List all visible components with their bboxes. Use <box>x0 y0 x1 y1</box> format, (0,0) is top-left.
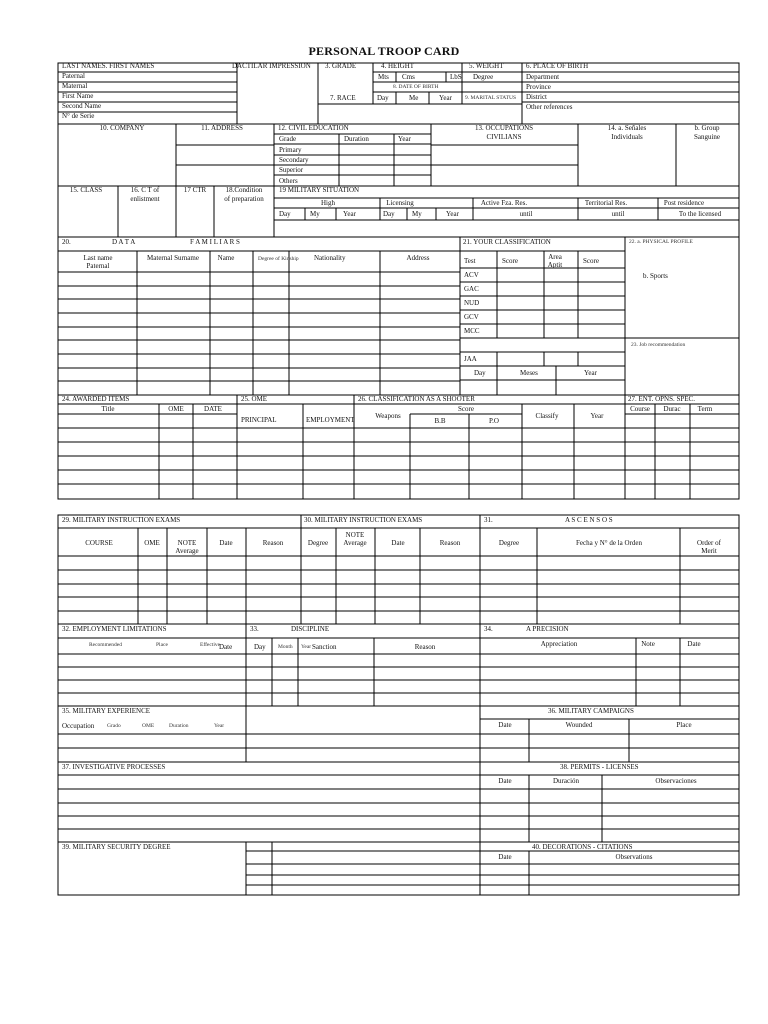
col-last-name: Last name Paternal <box>83 254 113 270</box>
civilians-label: CIVILIANS <box>486 133 522 141</box>
edu-duration-label: Duration <box>344 135 369 143</box>
order-merit-label: Order of Merit <box>697 539 721 555</box>
enlistment-label: enlistment <box>130 195 160 203</box>
exam-note-label: NOTE Average <box>175 539 199 555</box>
dob-day-label: Day <box>377 94 389 102</box>
maternal-label: Maternal <box>62 82 88 90</box>
campaigns-label: 36. MILITARY CAMPAIGNS <box>548 707 634 715</box>
experience-label: 35. MILITARY EXPERIENCE <box>62 707 151 715</box>
shooter-label: 26. CLASSIFICATION AS A SHOOTER <box>358 395 475 403</box>
place-of-birth-label: 6. PLACE OF BIRTH <box>526 62 589 70</box>
high-my-label: My <box>310 210 320 218</box>
familiars-data-label: D A T A <box>112 238 136 246</box>
test-gcv: GCV <box>464 313 479 321</box>
po-label: P.O <box>489 417 499 425</box>
campaign-place-label: Place <box>676 721 692 729</box>
of-preparation-label: of preparation <box>224 195 264 203</box>
decoration-date-label: Date <box>498 853 512 861</box>
high-year-label: Year <box>343 210 356 218</box>
other-refs-label: Other references <box>526 103 573 111</box>
test-mcc: MCC <box>464 327 480 335</box>
occupations-label: 13. OCCUPATIONS <box>474 124 534 132</box>
col-address: Address <box>406 254 430 262</box>
col-maternal: Maternal Surname <box>147 254 199 262</box>
wounded-label: Wounded <box>565 721 593 729</box>
exp-grado-label: Grado <box>107 723 121 729</box>
employment-label: EMPLOYMENT <box>306 416 355 424</box>
department-label: Department <box>526 73 560 81</box>
high-day-label: Day <box>279 210 291 218</box>
names-header: LAST NAMES. FIRST NAMES <box>62 62 155 70</box>
post-residence-label: Post residence <box>663 199 705 207</box>
lic-my-label: My <box>412 210 422 218</box>
jaa-year-label: Year <box>584 369 597 377</box>
height-label: 4. HEIGHT <box>381 62 415 70</box>
limit-date-label: Date <box>219 643 233 651</box>
first-name-label: First Name <box>62 92 94 100</box>
sanguine-label: Sanguine <box>693 133 721 141</box>
fecha-orden-label: Fecha y N° de la Orden <box>576 539 642 547</box>
dob-month-label: Me <box>409 94 419 102</box>
exam-reason-label: Reason <box>262 539 284 547</box>
effective-label: Effective <box>200 642 221 648</box>
exam-ome-label: OME <box>144 539 160 547</box>
second-name-label: Second Name <box>62 102 102 110</box>
edu-primary-label: Primary <box>279 146 302 154</box>
durac-label: Durac <box>663 405 681 413</box>
group-label: b. Group <box>694 124 720 132</box>
campaign-date-label: Date <box>498 721 512 729</box>
weapons-label: Weapons <box>375 412 401 420</box>
awarded-label: 24. AWARDED ITEMS <box>62 395 130 403</box>
classify-label: Classify <box>535 412 559 420</box>
area-aptit-label: Area Aptit <box>547 253 563 269</box>
disc-day-label: Day <box>254 643 266 651</box>
mts-label: Mts <box>378 73 389 81</box>
lic-year-label: Year <box>446 210 459 218</box>
active-label: Active Fza. Res. <box>480 199 528 207</box>
weight-label: 5. WEIGHT <box>469 62 504 70</box>
familiars-label: F A M I L I A R S <box>190 238 240 246</box>
class-label: 15. CLASS <box>69 186 103 194</box>
ct-label: 16. C T of <box>130 186 160 194</box>
duracion-label: Duración <box>552 777 580 785</box>
term-label: Term <box>697 405 713 413</box>
race-label: 7. RACE <box>330 94 356 102</box>
precision-num: 34. <box>484 625 493 633</box>
bb-label: B.B <box>434 417 446 425</box>
test-jaa: JAA <box>464 355 477 363</box>
job-rec-label: 23. Job recommendation <box>631 342 686 348</box>
exp-ome-label: OME <box>142 723 155 729</box>
date-of-birth-label: 8. DATE OF BIRTH <box>393 84 439 90</box>
address-label: 11. ADDRESS <box>201 124 243 132</box>
exams29-label: 29. MILITARY INSTRUCTION EXAMS <box>62 516 181 524</box>
physical-profile-label: 22. a. PHYSICAL PROFILE <box>629 239 693 245</box>
precision-label: A PRECISION <box>526 625 569 633</box>
ascensos-num: 31. <box>484 516 493 524</box>
edu-superior-label: Superior <box>279 166 304 174</box>
individuals-label: Individuals <box>611 133 643 141</box>
civil-education-label: 12. CIVIL EDUCATION <box>278 124 349 132</box>
exam30-degree-label: Degree <box>307 539 329 547</box>
test-label: Test <box>464 257 476 265</box>
precision-date-label: Date <box>687 640 701 648</box>
exam30-note-label: NOTE Average <box>343 531 367 547</box>
exam30-reason-label: Reason <box>439 539 461 547</box>
appreciation-label: Appreciation <box>540 640 578 648</box>
military-situation-label: 19 MILITARY SITUATION <box>279 186 360 194</box>
exp-duration-label: Duration <box>169 723 189 729</box>
awarded-title-label: Title <box>101 405 115 413</box>
paternal-label: Paternal <box>62 72 85 80</box>
limitations-label: 32. EMPLOYMENT LIMITATIONS <box>62 625 167 633</box>
col-kinship: Degree of Kinship <box>258 256 299 262</box>
awarded-ome-label: OME <box>168 405 184 413</box>
condition-label: 18.Condition <box>225 186 263 194</box>
edu-others-label: Others <box>279 177 298 185</box>
score2-label: Score <box>583 257 599 265</box>
district-label: District <box>526 93 547 101</box>
cms-label: Cms <box>402 73 415 81</box>
course-label: Course <box>630 405 650 413</box>
decorations-label: 40. DECORATIONS - CITATIONS <box>532 843 633 851</box>
ctr-label: 17 CTR <box>183 186 207 194</box>
active-until-label: until <box>519 210 533 218</box>
principal-label: PRINCIPAL <box>241 416 277 424</box>
col-nationality: Nationality <box>314 254 346 262</box>
discipline-num: 33. <box>250 625 259 633</box>
form-title: PERSONAL TROOP CARD <box>308 44 460 58</box>
familiars-num: 20. <box>62 238 71 246</box>
security-label: 39. MILITARY SECURITY DEGREE <box>62 843 171 851</box>
test-nud: NUD <box>464 299 480 307</box>
ascensos-label: A S C E N S O S <box>565 516 613 524</box>
territorial-until-label: until <box>611 210 625 218</box>
sports-label: b. Sports <box>643 272 668 280</box>
permit-date-label: Date <box>498 777 512 785</box>
test-acv: ACV <box>464 271 479 279</box>
ent-opns-label: 27. ENT. OPNS. SPEC. <box>628 395 695 403</box>
investigative-label: 37. INVESTIGATIVE PROCESSES <box>62 763 166 771</box>
jaa-day-label: Day <box>474 369 486 377</box>
observaciones-label: Observaciones <box>655 777 697 785</box>
territorial-label: Territorial Res. <box>584 199 628 207</box>
marital-label: 9. MARITAL STATUS <box>465 95 517 101</box>
edu-grade-label: Grade <box>279 135 297 143</box>
exam-course-label: COURSE <box>85 539 113 547</box>
observations-label: Observations <box>615 853 653 861</box>
classification-label: 21. YOUR CLASSIFICATION <box>463 238 551 246</box>
province-label: Province <box>526 83 551 91</box>
senales-label: 14. a. Señales <box>607 124 647 132</box>
edu-year-label: Year <box>398 135 411 143</box>
ascensos-degree-label: Degree <box>498 539 520 547</box>
to-licensed-label: To the licensed <box>678 210 722 218</box>
jaa-meses-label: Meses <box>520 369 538 377</box>
score-label: Score <box>502 257 518 265</box>
shooter-year-label: Year <box>590 412 604 420</box>
exams30-label: 30. MILITARY INSTRUCTION EXAMS <box>304 516 423 524</box>
recommended-label: Recommended <box>89 642 122 648</box>
disc-reason-label: Reason <box>414 643 436 651</box>
company-label: 10. COMPANY <box>99 124 145 132</box>
serie-no-label: N° de Serie <box>62 112 95 120</box>
permits-label: 38. PERMITS - LICENSES <box>560 763 639 771</box>
dactilar-label: DACTILAR IMPRESSION <box>232 62 311 70</box>
high-label: High <box>321 199 335 207</box>
licensing-label: Licensing <box>386 199 414 207</box>
shooter-score-label: Score <box>458 405 474 413</box>
limit-place-label: Place <box>156 642 168 648</box>
col-name: Name <box>217 254 235 262</box>
dob-year-label: Year <box>439 94 452 102</box>
ome25-label: 25. OME <box>241 395 268 403</box>
precision-note-label: Note <box>641 640 655 648</box>
degree-label: Degree <box>473 73 494 81</box>
sanction-label: Sanction <box>312 643 337 651</box>
awarded-date-label: DATE <box>204 405 222 413</box>
exam-date-label: Date <box>219 539 233 547</box>
discipline-label: DISCIPLINE <box>291 625 330 633</box>
test-gac: GAC <box>464 285 479 293</box>
occupation-label: Occupation <box>62 722 95 730</box>
exp-year-label: Year <box>214 723 225 729</box>
disc-month-label: Month <box>278 644 293 650</box>
lbs-label: LbS <box>450 73 462 81</box>
exam30-date-label: Date <box>391 539 405 547</box>
disc-year-label: Year <box>301 644 312 650</box>
edu-secondary-label: Secondary <box>279 156 309 164</box>
grade-label: 3. GRADE <box>325 62 357 70</box>
lic-day-label: Day <box>383 210 395 218</box>
